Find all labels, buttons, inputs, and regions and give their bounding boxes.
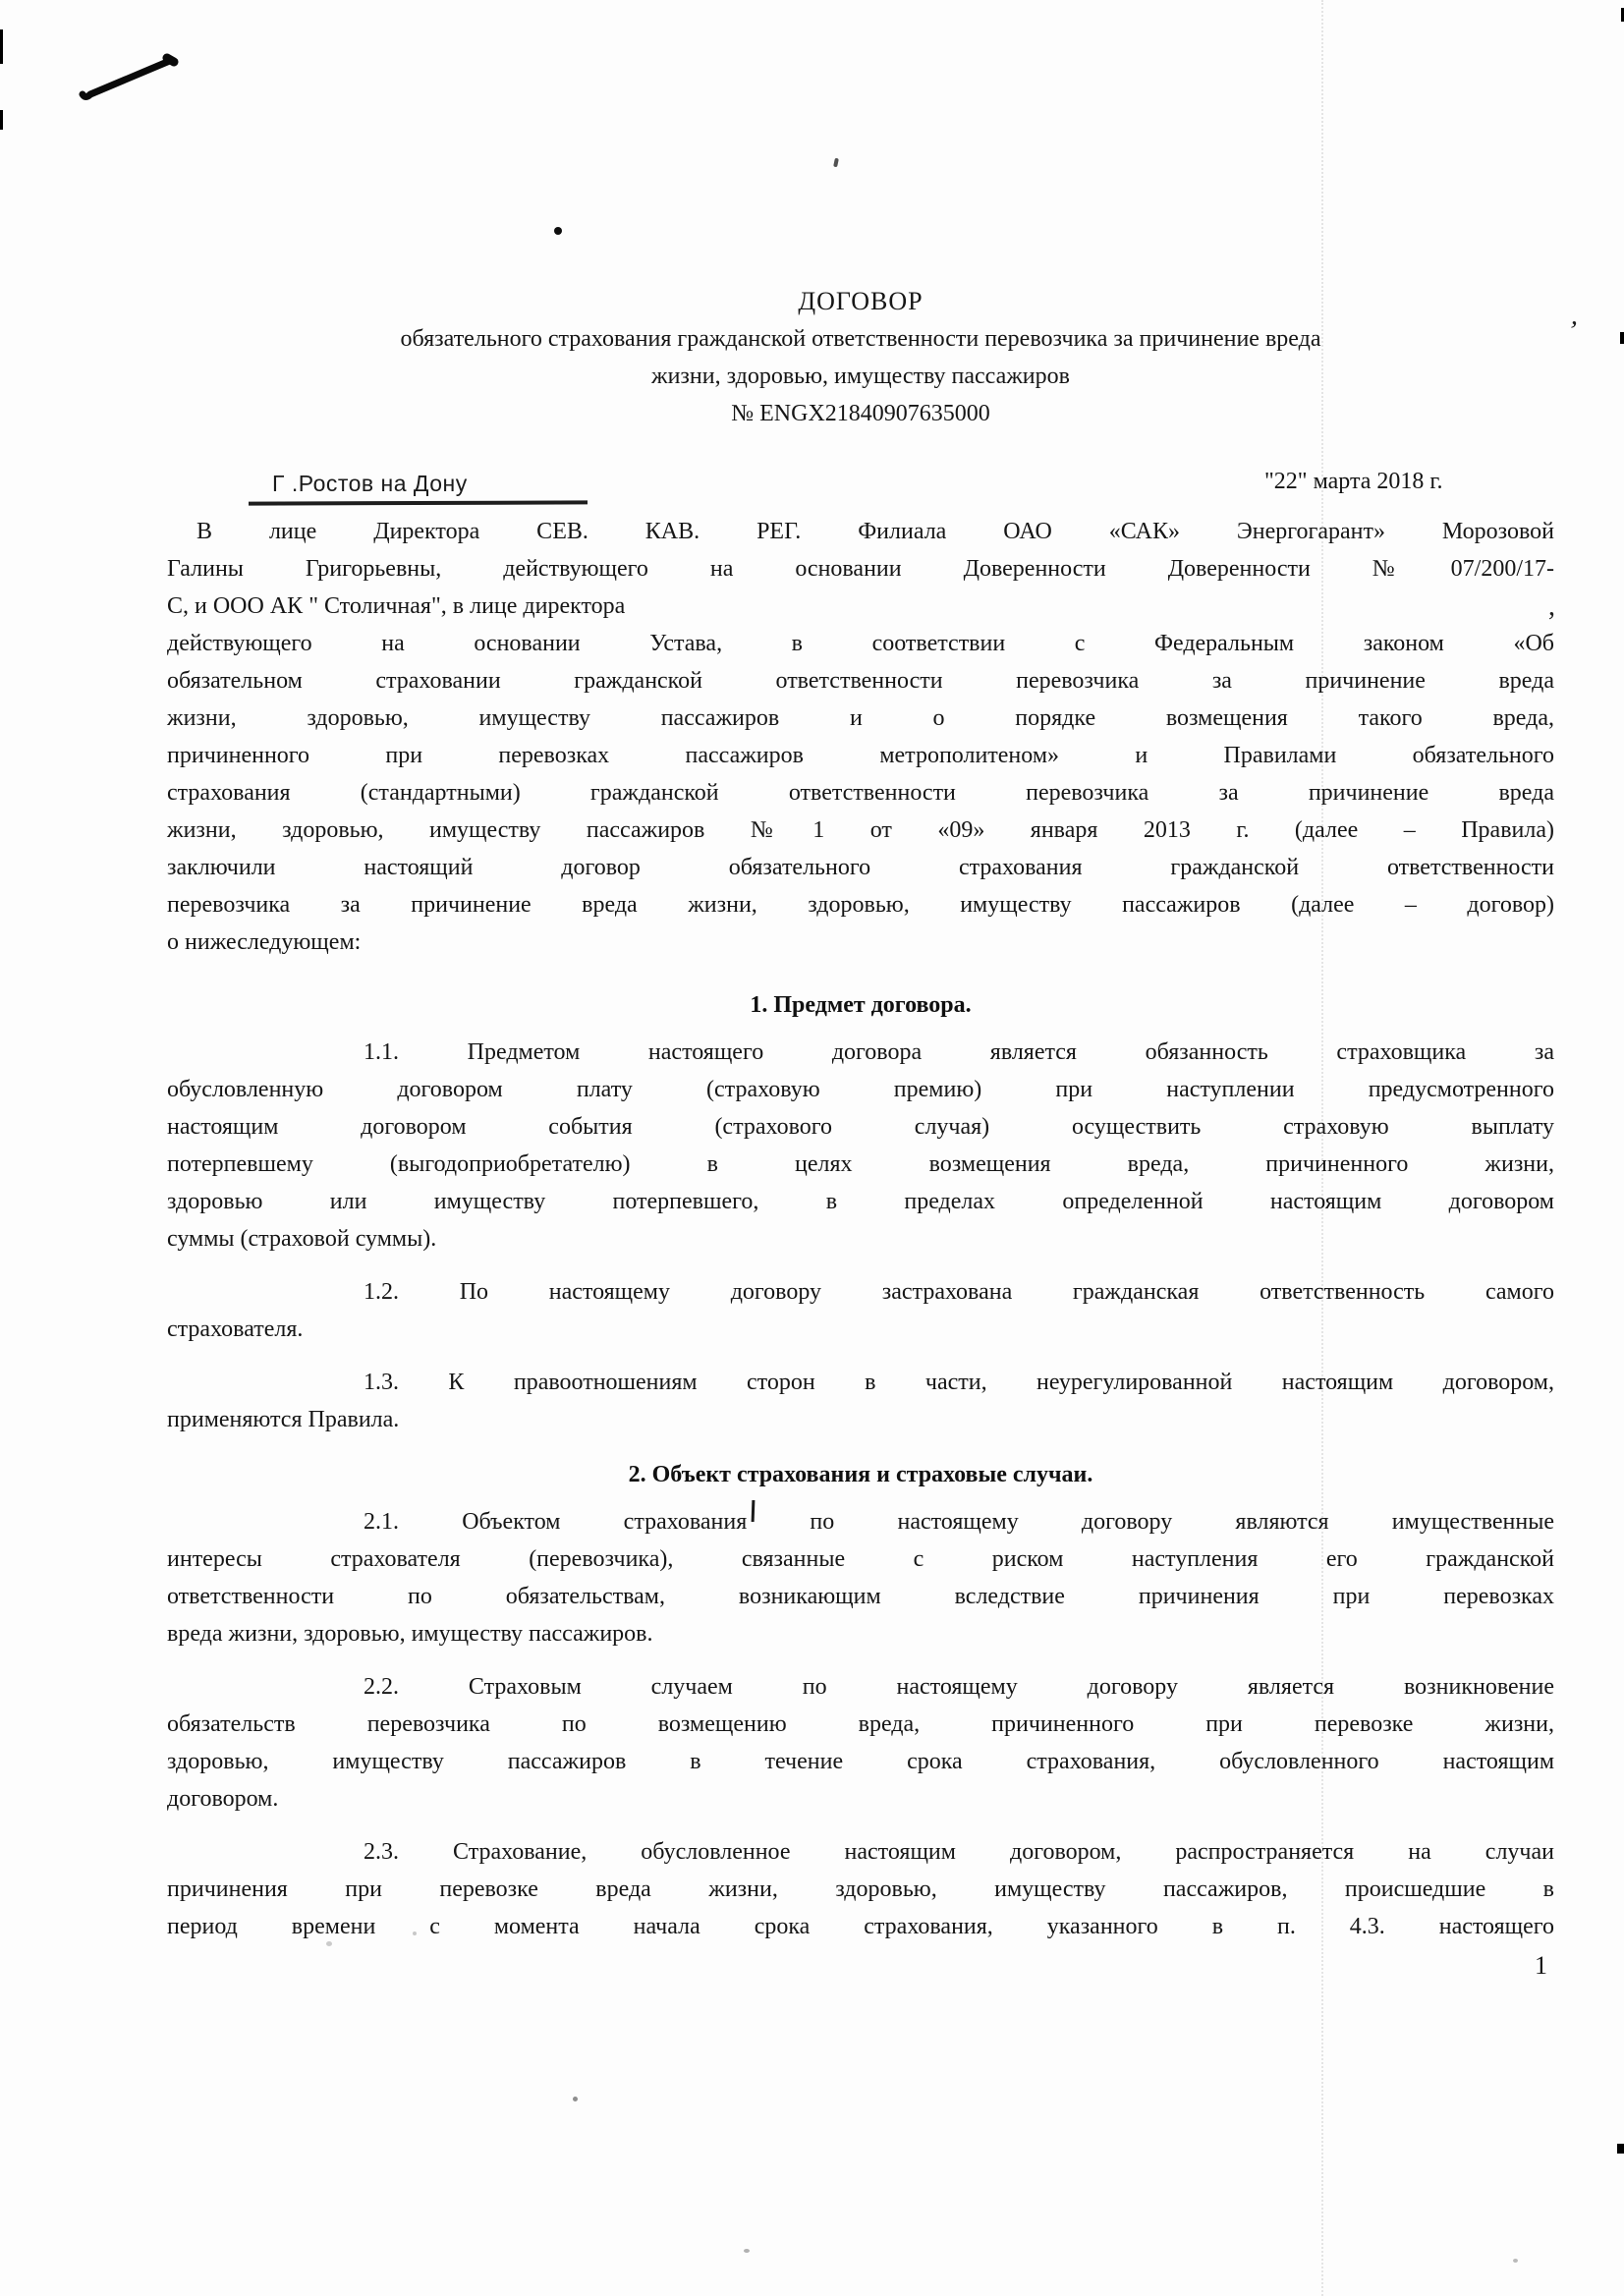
text-line: 2.2. Страховым случаем по настоящему договору является возникновение (364, 1674, 1554, 1700)
document-title: ДОГОВОР (798, 287, 924, 315)
document-subtitle-line: жизни, здоровью, имуществу пассажиров (651, 364, 1070, 389)
text-line: потерпевшему (выгодоприобретателю) в целях возмещения вреда, причиненного жизни, (167, 1151, 1554, 1177)
preamble-party-paragraph (167, 513, 1554, 625)
text-line: перевозчика за причинение вреда жизни, здоровью, имуществу пассажиров (далее – договор) (167, 892, 1554, 918)
text-line: 2.3. Страхование, обусловленное настоящим договором, распространяется на случаи (364, 1839, 1554, 1865)
document-subtitle-line: обязательного страхования гражданской ответственности перевозчика за причинение вреда (400, 326, 1321, 352)
document-header (167, 283, 1554, 432)
text-line: действующего на основании Устава, в соответствии с Федеральным законом «Об (167, 631, 1554, 656)
text-line: обязательном страховании гражданской ответственности перевозчика за причинение вреда (167, 668, 1554, 694)
text-line: причинения при перевозке вреда жизни, здоровью, имуществу пассажиров, происшедшие в (167, 1876, 1554, 1902)
text-line: 2.1. Объектом страхования по настоящему договору являются имущественные (364, 1509, 1554, 1535)
clause-2-3 (167, 1833, 1554, 1945)
scan-speck (744, 2249, 750, 2253)
text-line: настоящим договором события (страхового случая) осуществить страховую выплату (167, 1114, 1554, 1140)
scan-edge-mark (1617, 2144, 1624, 2154)
text-line: суммы (страховой суммы). (167, 1226, 437, 1252)
text-line: Галины Григорьевны, действующего на основании Доверенности Доверенности №07/200/17- (167, 556, 1554, 582)
contract-date: "22" марта 2018 г. (1264, 469, 1443, 494)
preamble-basis-paragraph (167, 625, 1554, 961)
text-line: страхователя. (167, 1316, 304, 1342)
scan-speck (833, 158, 839, 168)
scan-speck (573, 2097, 578, 2101)
text-line: вреда жизни, здоровью, имуществу пассажиров. (167, 1621, 653, 1647)
clause-1-3 (167, 1364, 1554, 1438)
text-line: жизни, здоровью, имуществу пассажиров №1 от «09» января 2013 г. (далее – Правила) (167, 817, 1554, 843)
text-line: договором. (167, 1786, 279, 1812)
text-line: период времени с момента начала срока страхования, указанного в п. 4.3. настоящего (167, 1914, 1554, 1939)
scan-edge-mark (0, 29, 3, 64)
place-underline (249, 500, 588, 505)
text-line: С, и ООО АК " Столичная", в лице директора (167, 593, 626, 619)
text-line: применяются Правила. (167, 1407, 400, 1432)
text-line: В лице Директора СЕВ. КАВ. РЕГ. Филиала ОАО «САК» Энергогарант» Морозовой (196, 519, 1554, 544)
clause-2-1 (167, 1503, 1554, 1652)
pen-stroke-mark (77, 49, 179, 106)
text-line: жизни, здоровью, имуществу пассажиров и о порядке возмещения такого вреда, (167, 705, 1554, 731)
text-line: обусловленную договором плату (страховую премию) при наступлении предусмотренного (167, 1077, 1554, 1102)
scan-speck (1513, 2259, 1518, 2263)
clause-2-2 (167, 1668, 1554, 1818)
scan-edge-mark (0, 110, 3, 130)
text-line: причиненного при перевозках пассажиров метрополитеном» и Правилами обязательного (167, 743, 1554, 768)
contract-number: № ENGX21840907635000 (731, 401, 990, 426)
contract-place: Г .Ростов на Дону (272, 471, 468, 496)
text-line: 1.1. Предметом настоящего договора является обязанность страховщика за (364, 1039, 1554, 1065)
clause-1-1 (167, 1034, 1554, 1258)
text-line: 1.2. По настоящему договору застрахована гражданская ответственность самого (364, 1279, 1554, 1305)
text-line: заключили настоящий договор обязательного страхования гражданской ответственности (167, 855, 1554, 880)
text-line: обязательств перевозчика по возмещению вреда, причиненного при перевозке жизни, (167, 1711, 1554, 1737)
scan-speck (554, 227, 562, 235)
contract-body (167, 513, 1554, 1945)
stray-comma-mark: , (1548, 591, 1555, 622)
text-line: здоровью, имуществу пассажиров в течение срока страхования, обусловленного настоящим (167, 1749, 1554, 1774)
text-line: ответственности по обязательствам, возникающим вследствие причинения при перевозках (167, 1584, 1554, 1609)
text-line: интересы страхователя (перевозчика), связанные с риском наступления его гражданской (167, 1546, 1554, 1572)
clause-1-2 (167, 1273, 1554, 1348)
text-line: страхования (стандартными) гражданской ответственности перевозчика за причинение вреда (167, 780, 1554, 806)
stray-comma-mark: , (1569, 300, 1582, 332)
section-1-heading: 1. Предмет договора. (750, 992, 972, 1018)
text-line: здоровью или имуществу потерпевшего, в пределах определенной настоящим договором (167, 1189, 1554, 1214)
text-line: 1.3. К правоотношениям сторон в части, неурегулированной настоящим договором, (364, 1370, 1554, 1395)
text-line: о нижеследующем: (167, 929, 362, 955)
scan-edge-mark (1620, 332, 1624, 344)
page-number: 1 (1535, 1951, 1547, 1980)
section-2-heading: 2. Объект страхования и страховые случаи. (628, 1462, 1093, 1487)
